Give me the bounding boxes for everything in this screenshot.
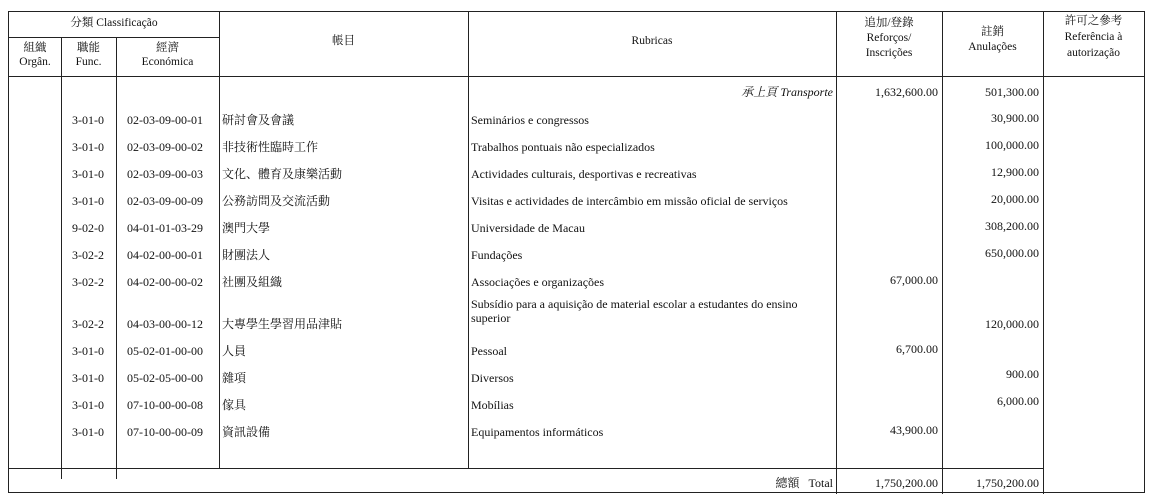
row-5-rubrica: Universidade de Macau [471,221,585,235]
reforcos-header-pt1: Reforços/ [866,32,912,44]
row-4-anulacoes: 20,000.00 [991,192,1039,206]
row-1-anulacoes: 30,900.00 [991,111,1039,125]
col-divider-reforcos [942,12,943,494]
transport-label-zh: 承上頁 [741,85,778,99]
row-11-rubrica: Mobílias [471,398,514,412]
total-label-zh: 總額 [775,476,800,490]
reference-header-pt1: Referência à [1064,31,1123,43]
row-5-econ: 04-01-01-03-29 [127,221,203,235]
rubricas-header: Rubricas [631,35,673,47]
transport-reforcos: 1,632,600.00 [875,85,938,99]
row-10-anulacoes: 900.00 [1006,367,1039,381]
row-6-func: 3-02-2 [72,248,104,262]
anulacoes-header-pt: Anulações [968,41,1017,53]
row-7-item: 社團及組織 [222,275,283,289]
total-label [609,476,833,490]
col-divider-classification [219,12,220,468]
row-9-func: 3-01-0 [72,344,104,358]
row-2-anulacoes: 100,000.00 [985,138,1039,152]
organ-header-pt: Orgân. [19,56,51,68]
row-12-item: 資訊設備 [222,425,271,439]
row-5-item: 澳門大學 [222,221,271,235]
row-6-rubrica: Fundações [471,248,523,262]
reforcos-header-pt2: Inscrições [865,47,913,59]
transport-anulacoes: 501,300.00 [985,85,1039,99]
row-7-rubrica: Associações e organizações [471,275,605,289]
row-12-reforcos: 43,900.00 [890,423,938,437]
row-3-rubrica: Actividades culturais, desportivas e recreativas [471,167,697,181]
row-7-reforcos: 67,000.00 [890,273,938,287]
reference-header-pt2: autorização [1067,47,1120,59]
row-9-reforcos: 6,700.00 [896,342,938,356]
row-8-func: 3-02-2 [72,317,104,331]
row-12-func: 3-01-0 [72,425,104,439]
row-4-econ: 02-03-09-00-09 [127,194,203,208]
row-5-anulacoes: 308,200.00 [985,219,1039,233]
item-header: 帳目 [332,35,355,47]
econ-header-pt: Económica [141,56,194,68]
row-12-econ: 07-10-00-00-09 [127,425,203,439]
row-2-func: 3-01-0 [72,140,104,154]
col-divider-anulacoes [1043,12,1044,494]
organ-header-zh: 組織 [23,42,47,54]
row-4-item: 公務訪問及交流活動 [222,194,331,208]
row-11-item: 傢具 [222,398,247,412]
row-7-func: 3-02-2 [72,275,104,289]
total-label-pt: Total [808,476,833,490]
total-reforcos: 1,750,200.00 [875,476,938,490]
row-11-econ: 07-10-00-00-08 [127,398,203,412]
row-3-item: 文化、體育及康樂活動 [222,167,343,181]
total-anulacoes: 1,750,200.00 [976,476,1039,490]
col-divider-organ [61,37,62,479]
row-3-econ: 02-03-09-00-03 [127,167,203,181]
budget-table [8,11,1145,493]
col-divider-item [468,12,469,468]
row-1-item: 研討會及會議 [222,113,295,127]
transport-label [609,85,833,99]
row-6-econ: 04-02-00-00-01 [127,248,203,262]
row-9-econ: 05-02-01-00-00 [127,344,203,358]
row-11-func: 3-01-0 [72,398,104,412]
header-bottom-line [9,76,1144,77]
row-1-rubrica: Seminários e congressos [471,113,589,127]
row-7-econ: 04-02-00-00-02 [127,275,203,289]
row-6-anulacoes: 650,000.00 [985,246,1039,260]
row-4-func: 3-01-0 [72,194,104,208]
row-8-item: 大專學生學習用品津貼 [222,317,343,331]
row-2-rubrica: Trabalhos pontuais não especializados [471,140,655,154]
classification-header: 分類 Classificação [70,17,158,29]
row-8-rubrica: Subsídio para a aquisição de material escolar a estudantes do ensino superior [471,297,798,325]
row-2-item: 非技術性臨時工作 [222,140,319,154]
row-3-func: 3-01-0 [72,167,104,181]
total-top-line [9,468,1043,469]
classification-underline [9,37,219,38]
row-5-func: 9-02-0 [72,221,104,235]
row-2-econ: 02-03-09-00-02 [127,140,203,154]
row-4-rubrica: Visitas e actividades de intercâmbio em missão oficial de serviços [471,194,788,208]
row-10-econ: 05-02-05-00-00 [127,371,203,385]
col-divider-func [116,37,117,479]
func-header-pt: Func. [75,56,102,68]
row-11-anulacoes: 6,000.00 [997,394,1039,408]
col-divider-rubricas [836,12,837,494]
anulacoes-header-zh: 註銷 [981,26,1004,38]
reforcos-header-zh: 追加/登錄 [864,17,914,29]
row-6-item: 財團法人 [222,248,271,262]
row-3-anulacoes: 12,900.00 [991,165,1039,179]
econ-header-zh: 經濟 [156,42,179,54]
row-9-rubrica: Pessoal [471,344,507,358]
transport-label-pt: Transporte [780,85,833,99]
func-header-zh: 職能 [77,42,100,54]
row-8-anulacoes: 120,000.00 [985,317,1039,331]
row-8-econ: 04-03-00-00-12 [127,317,203,331]
row-9-item: 人員 [222,344,247,358]
row-10-rubrica: Diversos [471,371,514,385]
row-10-func: 3-01-0 [72,371,104,385]
row-1-func: 3-01-0 [72,113,104,127]
row-12-rubrica: Equipamentos informáticos [471,425,604,439]
row-1-econ: 02-03-09-00-01 [127,113,203,127]
reference-header-zh: 許可之參考 [1064,15,1123,27]
row-10-item: 雜項 [222,371,247,385]
